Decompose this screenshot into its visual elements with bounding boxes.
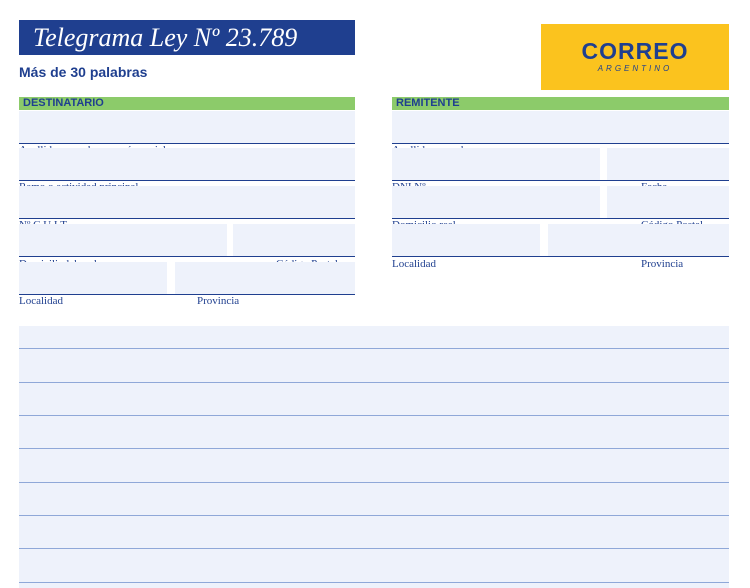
dest-cuit-number-field[interactable] [19,224,227,256]
dest-localidad-label: Localidad [19,295,63,307]
message-line [19,548,729,549]
dest-name-field[interactable] [19,111,355,143]
rem-localidad-field[interactable] [392,224,540,256]
remitente-heading: REMITENTE [392,97,729,110]
logo-sub-text: ARGENTINO [597,64,673,73]
message-line [19,382,729,383]
logo-main-text: CORREO [581,38,689,64]
message-line [19,348,729,349]
dest-cuit-line [19,218,355,219]
correo-argentino-logo [541,24,729,90]
form-title: Telegrama Ley Nº 23.789 [33,23,298,52]
rem-fecha-field[interactable] [607,148,729,180]
dest-provincia-field[interactable] [175,262,355,294]
dest-localidad-field[interactable] [19,262,167,294]
rem-provincia-field[interactable] [548,224,729,256]
rem-codigo-postal-field[interactable] [607,186,729,218]
dest-localidad-line [19,294,355,295]
rem-localidad-label: Localidad [392,258,436,270]
rem-name-field[interactable] [392,111,729,143]
message-line [19,515,729,516]
rem-domicilio-field[interactable] [392,186,600,218]
rem-dni-line [392,180,729,181]
dest-ramo-field[interactable] [19,148,355,180]
destinatario-heading: DESTINATARIO [19,97,355,110]
dest-domicilio-line [19,256,355,257]
message-line [19,482,729,483]
title-bar [19,20,355,55]
message-line [19,415,729,416]
dest-cuit-field[interactable] [19,186,355,218]
message-line [19,448,729,449]
message-line [19,582,729,583]
rem-dni-field[interactable] [392,148,600,180]
form-subtitle: Más de 30 palabras [19,64,148,80]
dest-cuit-extra-field[interactable] [233,224,355,256]
rem-provincia-label: Provincia [641,258,684,270]
rem-localidad-line [392,256,729,257]
dest-provincia-label: Provincia [197,295,240,307]
